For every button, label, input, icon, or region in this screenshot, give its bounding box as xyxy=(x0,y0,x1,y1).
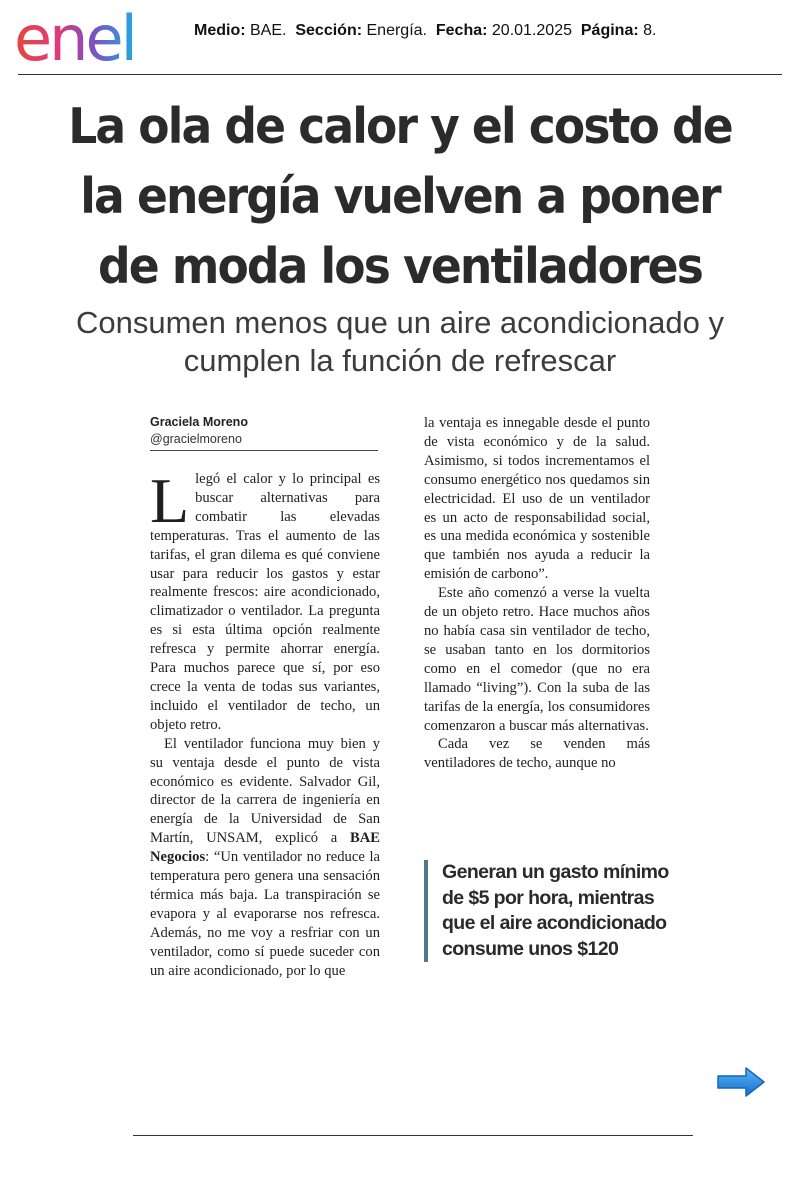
enel-logo xyxy=(14,8,174,68)
author-handle: @gracielmoreno xyxy=(150,432,242,446)
clipping-meta xyxy=(194,22,656,40)
svg-text:enel: enel xyxy=(14,8,135,68)
footer-divider xyxy=(133,1135,693,1136)
seccion-label: Sección: xyxy=(295,22,363,39)
pagina-label: Página: xyxy=(580,22,639,39)
header-divider xyxy=(18,74,782,75)
publication-name: BAE Negocios xyxy=(150,830,380,866)
medio-value: BAE. xyxy=(250,22,287,39)
fecha-value: 20.01.2025 xyxy=(491,22,572,39)
paragraph-5: Cada vez se venden más ventiladores de techo, aunque no xyxy=(424,736,650,772)
article-column-2 xyxy=(424,414,650,773)
article-subheadline: Consumen menos que un aire acondicionado y cumplen la función de refrescar xyxy=(76,305,724,378)
paragraph-4: Este año comenzó a verse la vuelta de un objeto retro. Hace muchos años no había casa sin ventilador de techo, se usaban tanto en los dormitorios como en el comedor (que no era llamado “living”). Con la suba de las tarifas de la energía, los consumidores comenzaron a buscar más alternativas. xyxy=(424,585,650,734)
paragraph-2-quote: : “Un ventilador no reduce la temperatura pero genera una sensación térmica más baja. La transpiración se evapora y al evaporarse nos refresca. Además, no me voy a resfriar con un ventilador, como sí puede suceder con un aire acondicionado, por lo que xyxy=(150,849,380,979)
drop-cap: L xyxy=(150,465,190,536)
paragraph-3: la ventaja es innegable desde el punto de vista económico y de la salud. Asimismo, si todos incrementamos el consumo energético nos quedamos sin electricidad. El uso de un ventilador es un acto de responsabilidad social, es una medida económica y sostenible que también nos ayuda a reducir la emisión de carbono”. xyxy=(424,415,650,583)
clipping-header xyxy=(0,0,800,76)
arrow-right-icon[interactable] xyxy=(716,1066,766,1098)
pull-quote: Generan un gasto mínimo de $5 por hora, mientras que el aire acondicionado consume unos $120 xyxy=(424,860,674,962)
pagina-value: 8. xyxy=(643,22,657,39)
article-headline: La ola de calor y el costo de la energía vuelven a poner de moda los ventiladores xyxy=(68,98,732,295)
byline-divider xyxy=(150,450,378,451)
medio-label: Medio: xyxy=(194,22,246,39)
paragraph-2 xyxy=(150,735,380,981)
paragraph-2-text: El ventilador funciona muy bien y su ventaja desde el punto de vista económico es evidente. Salvador Gil, director de la carrera de ingeniería en energía de la Universidad de San Martín, UNSAM, explicó a xyxy=(150,735,380,847)
fecha-label: Fecha: xyxy=(435,22,488,39)
seccion-value: Energía. xyxy=(366,22,427,39)
byline xyxy=(150,414,380,451)
author-name: Graciela Moreno xyxy=(150,415,248,429)
lead-text: legó el calor y lo principal es buscar alternativas para combatir las elevadas temperaturas. Tras el aumento de las tarifas, el gran dilema es qué conviene usar para reducir los gastos y estar realmente frescos: aire acondicionado, climatizador o ventilador. La pregunta es si esta última opción realmente refresca y permite ahorrar energía. Para muchos parece que sí, por eso crece la venta de todas sus variantes, incluido el ventilador de techo, un objeto retro. xyxy=(150,471,380,733)
lead-paragraph xyxy=(150,465,380,735)
article-column-1 xyxy=(150,465,380,980)
